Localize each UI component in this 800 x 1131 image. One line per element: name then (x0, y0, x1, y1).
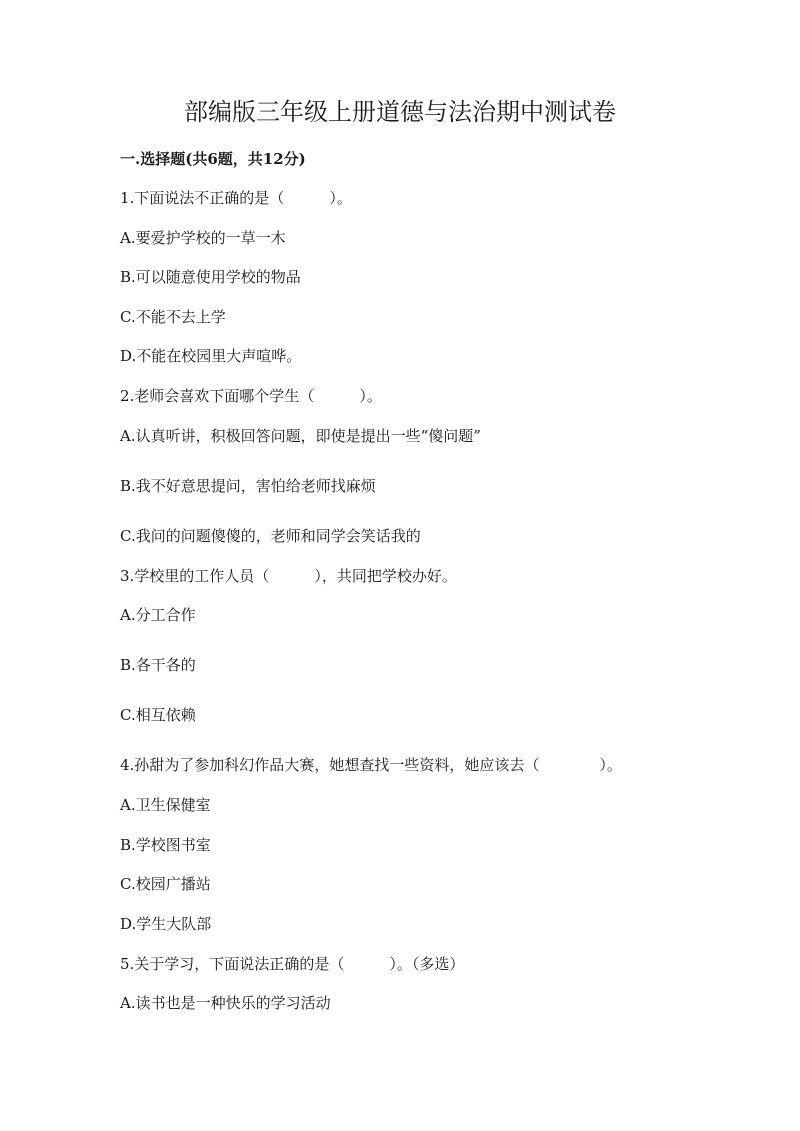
question-1-option-c: C.不能不去上学 (120, 308, 226, 326)
section-heading: 一.选择题(共6题，共12分) (120, 150, 306, 168)
question-2-stem: 2.老师会喜欢下面哪个学生（ ）。 (120, 387, 382, 405)
question-4-option-a: A.卫生保健室 (120, 796, 211, 814)
question-4-option-c: C.校园广播站 (120, 875, 211, 893)
question-3-option-a: A.分工合作 (120, 606, 196, 624)
question-3-option-c: C.相互依赖 (120, 706, 196, 724)
question-3-option-b: B.各干各的 (120, 656, 196, 674)
question-3-stem: 3.学校里的工作人员（ ），共同把学校办好。 (120, 567, 457, 585)
question-2-option-b: B.我不好意思提问，害怕给老师找麻烦 (120, 477, 376, 495)
question-2-option-a: A.认真听讲，积极回答问题，即使是提出一些“傻问题” (120, 427, 481, 445)
question-1-option-d: D.不能在校园里大声喧哗。 (120, 347, 302, 365)
question-1-option-a: A.要爱护学校的一草一木 (120, 229, 286, 247)
question-5-stem: 5.关于学习，下面说法正确的是（ ）。（多选） (120, 955, 465, 973)
question-1-stem: 1.下面说法不正确的是（ ）。 (120, 189, 352, 207)
question-2-option-c: C.我问的问题傻傻的，老师和同学会笑话我的 (120, 527, 421, 545)
question-4-option-b: B.学校图书室 (120, 836, 211, 854)
page-title: 部编版三年级上册道德与法治期中测试卷 (184, 98, 616, 126)
question-1-option-b: B.可以随意使用学校的物品 (120, 268, 301, 286)
question-4-stem: 4.孙甜为了参加科幻作品大赛，她想查找一些资料，她应该去（ ）。 (120, 756, 622, 774)
question-5-option-a: A.读书也是一种快乐的学习活动 (120, 994, 331, 1012)
question-4-option-d: D.学生大队部 (120, 915, 212, 933)
